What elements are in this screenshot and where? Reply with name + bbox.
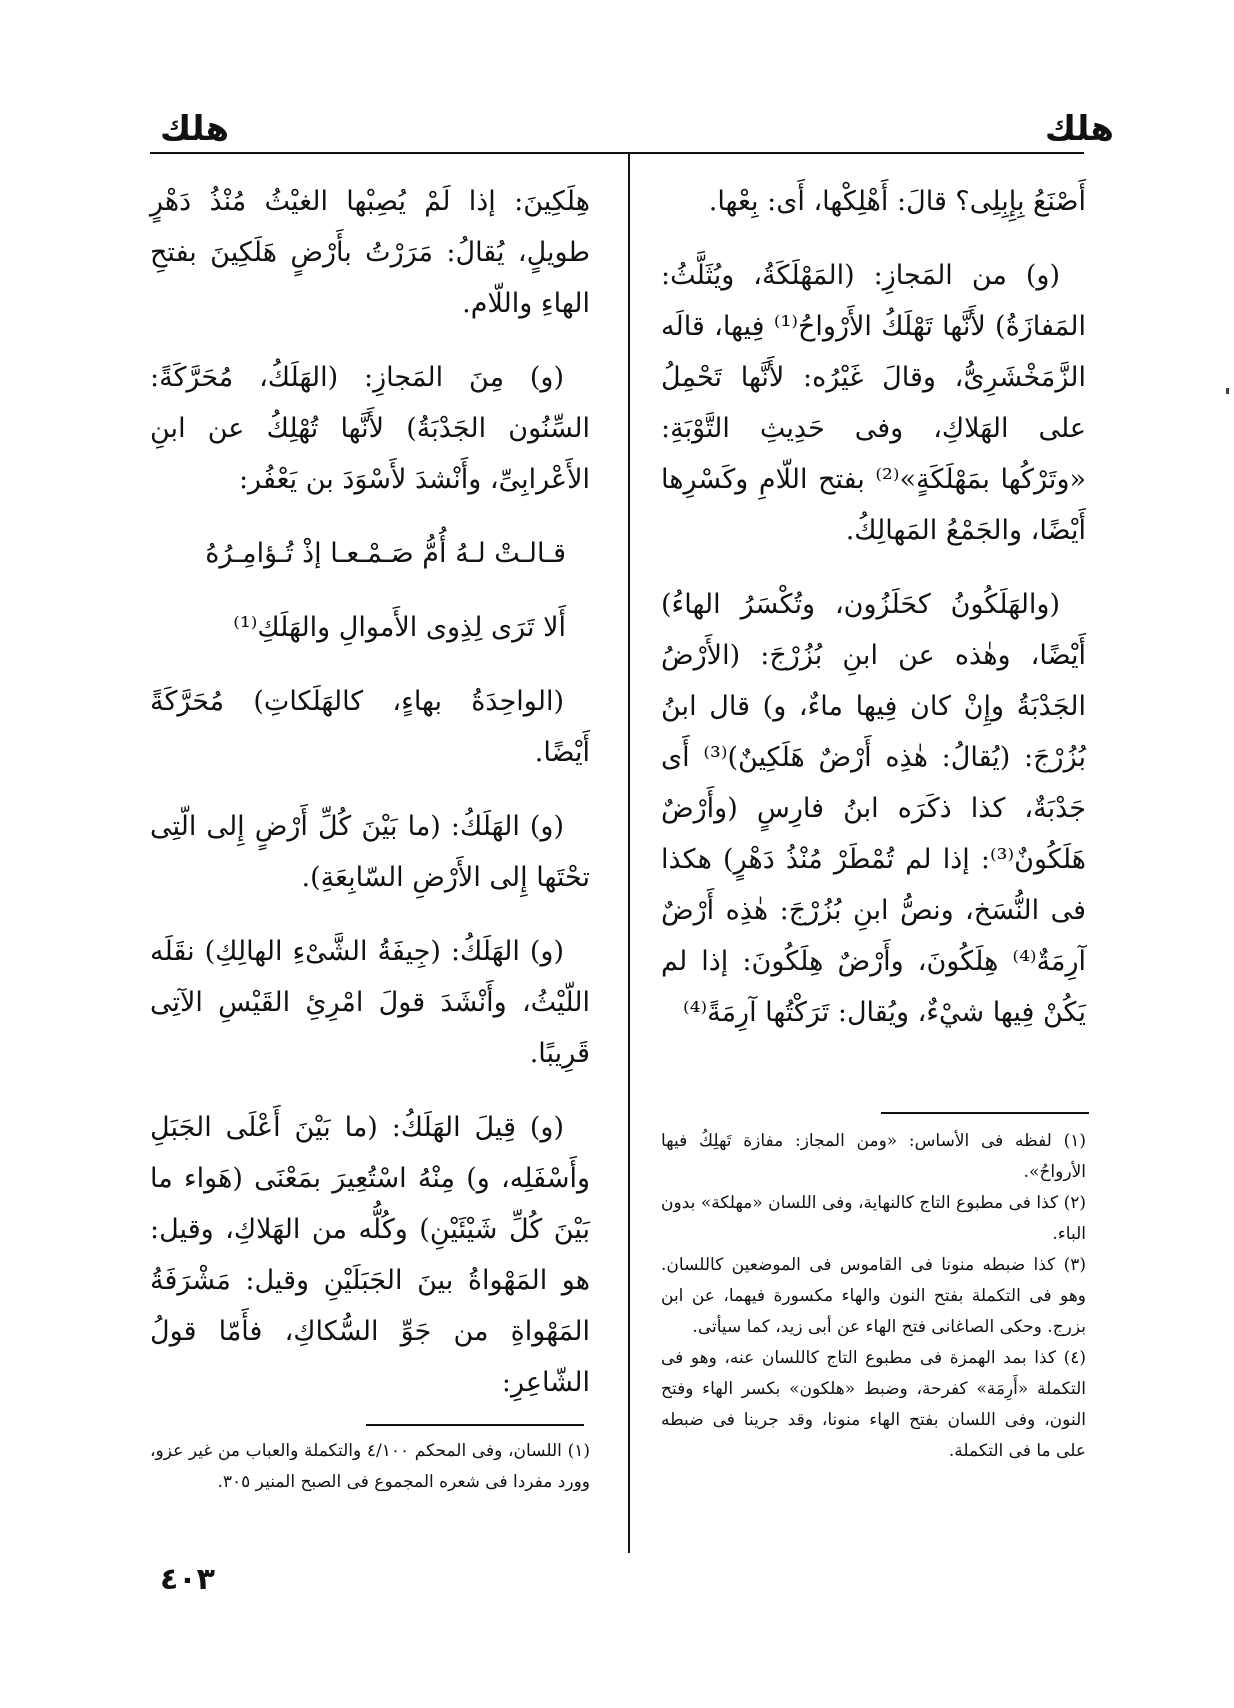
- footnote-rule: [366, 1424, 584, 1426]
- footnotes-left: [150, 1436, 590, 1498]
- left-column: [150, 176, 590, 1431]
- paragraph: هِلَكِينَ: إذا لَمْ يُصِبْها الغيْثُ مُنْذُ دَهْرٍ طويلٍ، يُقالُ: مَرَرْتُ بأَرْضٍ هَلَكِينَ بفتحِ الهاءِ واللّام.: [150, 186, 590, 319]
- paragraph: (و) قِيلَ الهَلَكُ: (ما بَيْنَ أَعْلَى الجَبَلِ وأَسْفَلِه، و) مِنْهُ اسْتُعِيرَ بمَعْنَى (هَواء ما بَيْنَ كُلِّ شَيْئَيْنِ) وكُلُّه من الهَلاكِ، وقيل: هو المَهْواةُ بينَ الجَبَلَيْنِ وقيل: مَشْرَفَةُ المَهْواةِ من جَوِّ السُّكاكِ، فأَمّا قولُ الشّاعِرِ:: [150, 1112, 590, 1398]
- verse-line: أَلا تَرَى لِذِوى الأَموالِ والهَلَكِ⁽¹⁾: [233, 612, 566, 643]
- verse-line: قـالـتْ لـهُ أُمُّ صَـمْـعـا إذْ تُـؤامِـرُهُ: [205, 538, 566, 569]
- paragraph: (و) الهَلَكُ: (ما بَيْنَ كُلِّ أَرْضٍ إِلى الّتِى تحْتَها إِلى الأَرْضِ السّابِعَةِ).: [150, 811, 590, 893]
- header-rule: [150, 152, 1084, 154]
- footnote: (٤) كذا بمد الهمزة فى مطبوع التاج كاللسان عنه، وهو فى التكملة «أَرِمَة» كفرحة، وضبط «هلكون» بكسر الهاء وفتح النون، وفى اللسان بفتح الهاء منونا، وقد جرينا فى ضبطه على ما فى التكملة.: [661, 1348, 1086, 1461]
- right-column: [661, 176, 1086, 1061]
- paragraph: (و) مِنَ المَجازِ: (الهَلَكُ، مُحَرَّكَةً: السِّنُون الجَدْبَةُ) لأَنَّها تُهْلِكُ عن ابنِ الأَعْرابِىِّ، وأَنْشدَ لأَسْوَدَ بن يَعْفُر:: [150, 362, 590, 495]
- footnote: (٣) كذا ضبطه منونا فى القاموس فى الموضعين كاللسان. وهو فى التكملة بفتح النون والهاء مكسورة فيهما، عن ابن بزرج. وحكى الصاغانى فتح الهاء عن أبى زيد، كما سيأتى.: [661, 1255, 1086, 1337]
- footnote: (١) لفظه فى الأساس: «ومن المجاز: مفازة تَهلِكُ فيها الأرواحُ».: [661, 1131, 1086, 1182]
- paragraph: (و) من المَجازِ: (المَهْلَكَةُ، ويُثَلَّثُ: المَفازَةُ) لأَنَّها تَهْلَكُ الأَرْواحُ⁽¹⁾ فِيها، قالَه الزَّمَخْشَرِىُّ، وقالَ غَيْرُه: لأَنَّها تَحْمِلُ على الهَلاكِ، وفى حَدِيثِ التَّوْبَةِ: «وتَرْكُها بمَهْلَكَةٍ»⁽²⁾ بفتح اللّامِ وكَسْرِها أَيْضًا، والجَمْعُ المَهالِكُ.: [661, 260, 1087, 546]
- column-divider: [628, 153, 630, 1553]
- page-number: ٤٠٣: [160, 1562, 215, 1597]
- footnotes-right: [661, 1126, 1086, 1467]
- footnote: (٢) كذا فى مطبوع التاج كالنهاية، وفى اللسان «مهلكة» بدون الباء.: [661, 1193, 1086, 1244]
- paragraph: (و) الهَلَكُ: (جِيفَةُ الشَّىْءِ الهالِكِ) نقَلَه اللّيْثُ، وأَنْشَدَ قولَ امْرِئِ القَيْسِ الآتِى قَرِيبًا.: [150, 936, 590, 1069]
- running-header-right: هلك: [1044, 109, 1114, 149]
- footnote-rule: [881, 1112, 1089, 1114]
- running-header-left: هلك: [160, 109, 230, 149]
- paragraph: (والهَلَكُونُ كحَلَزُون، وتُكْسَرُ الهاءُ) أَيْضًا، وهٰذه عن ابنِ بُزُرْجَ: (الأَرْضُ الجَدْبَةُ وإِنْ كان فِيها ماءٌ، و) قال ابنُ بُزُرْجَ: (يُقالُ: هٰذِه أَرْضٌ هَلَكِينٌ)⁽³⁾ أَى جَدْبَةٌ، كذا ذكَرَه ابنُ فارِسٍ (وأَرْضٌ هَلَكُونٌ⁽³⁾: إذا لم تُمْطَرْ مُنْذُ دَهْرٍ) هكذا فى النُّسَخ، ونصُّ ابنِ بُزُرْجَ: هٰذِه أَرْضٌ آرِمَةٌ⁽⁴⁾ هِلَكُونَ، وأَرْضٌ هِلَكُونَ: إذا لم يَكُنْ فِيها شيْءٌ، ويُقال: تَرَكْتُها آرِمَةً⁽⁴⁾: [661, 589, 1086, 1028]
- margin-mark: [1226, 388, 1229, 394]
- paragraph: أَصْنَعُ بِإِبِلِى؟ قالَ: أَهْلِكْها، أَى: بِعْها.: [708, 186, 1086, 217]
- paragraph: (الواحِدَةُ بهاءٍ، كالهَلَكاتِ) مُحَرَّكَةً أَيْضًا.: [150, 686, 590, 768]
- footnote: (١) اللسان، وفى المحكم ٤/١٠٠ والتكملة والعباب من غير عزو، وورد مفردا فى شعره المجموع فى الصبح المنير ٣٠٥.: [150, 1441, 590, 1492]
